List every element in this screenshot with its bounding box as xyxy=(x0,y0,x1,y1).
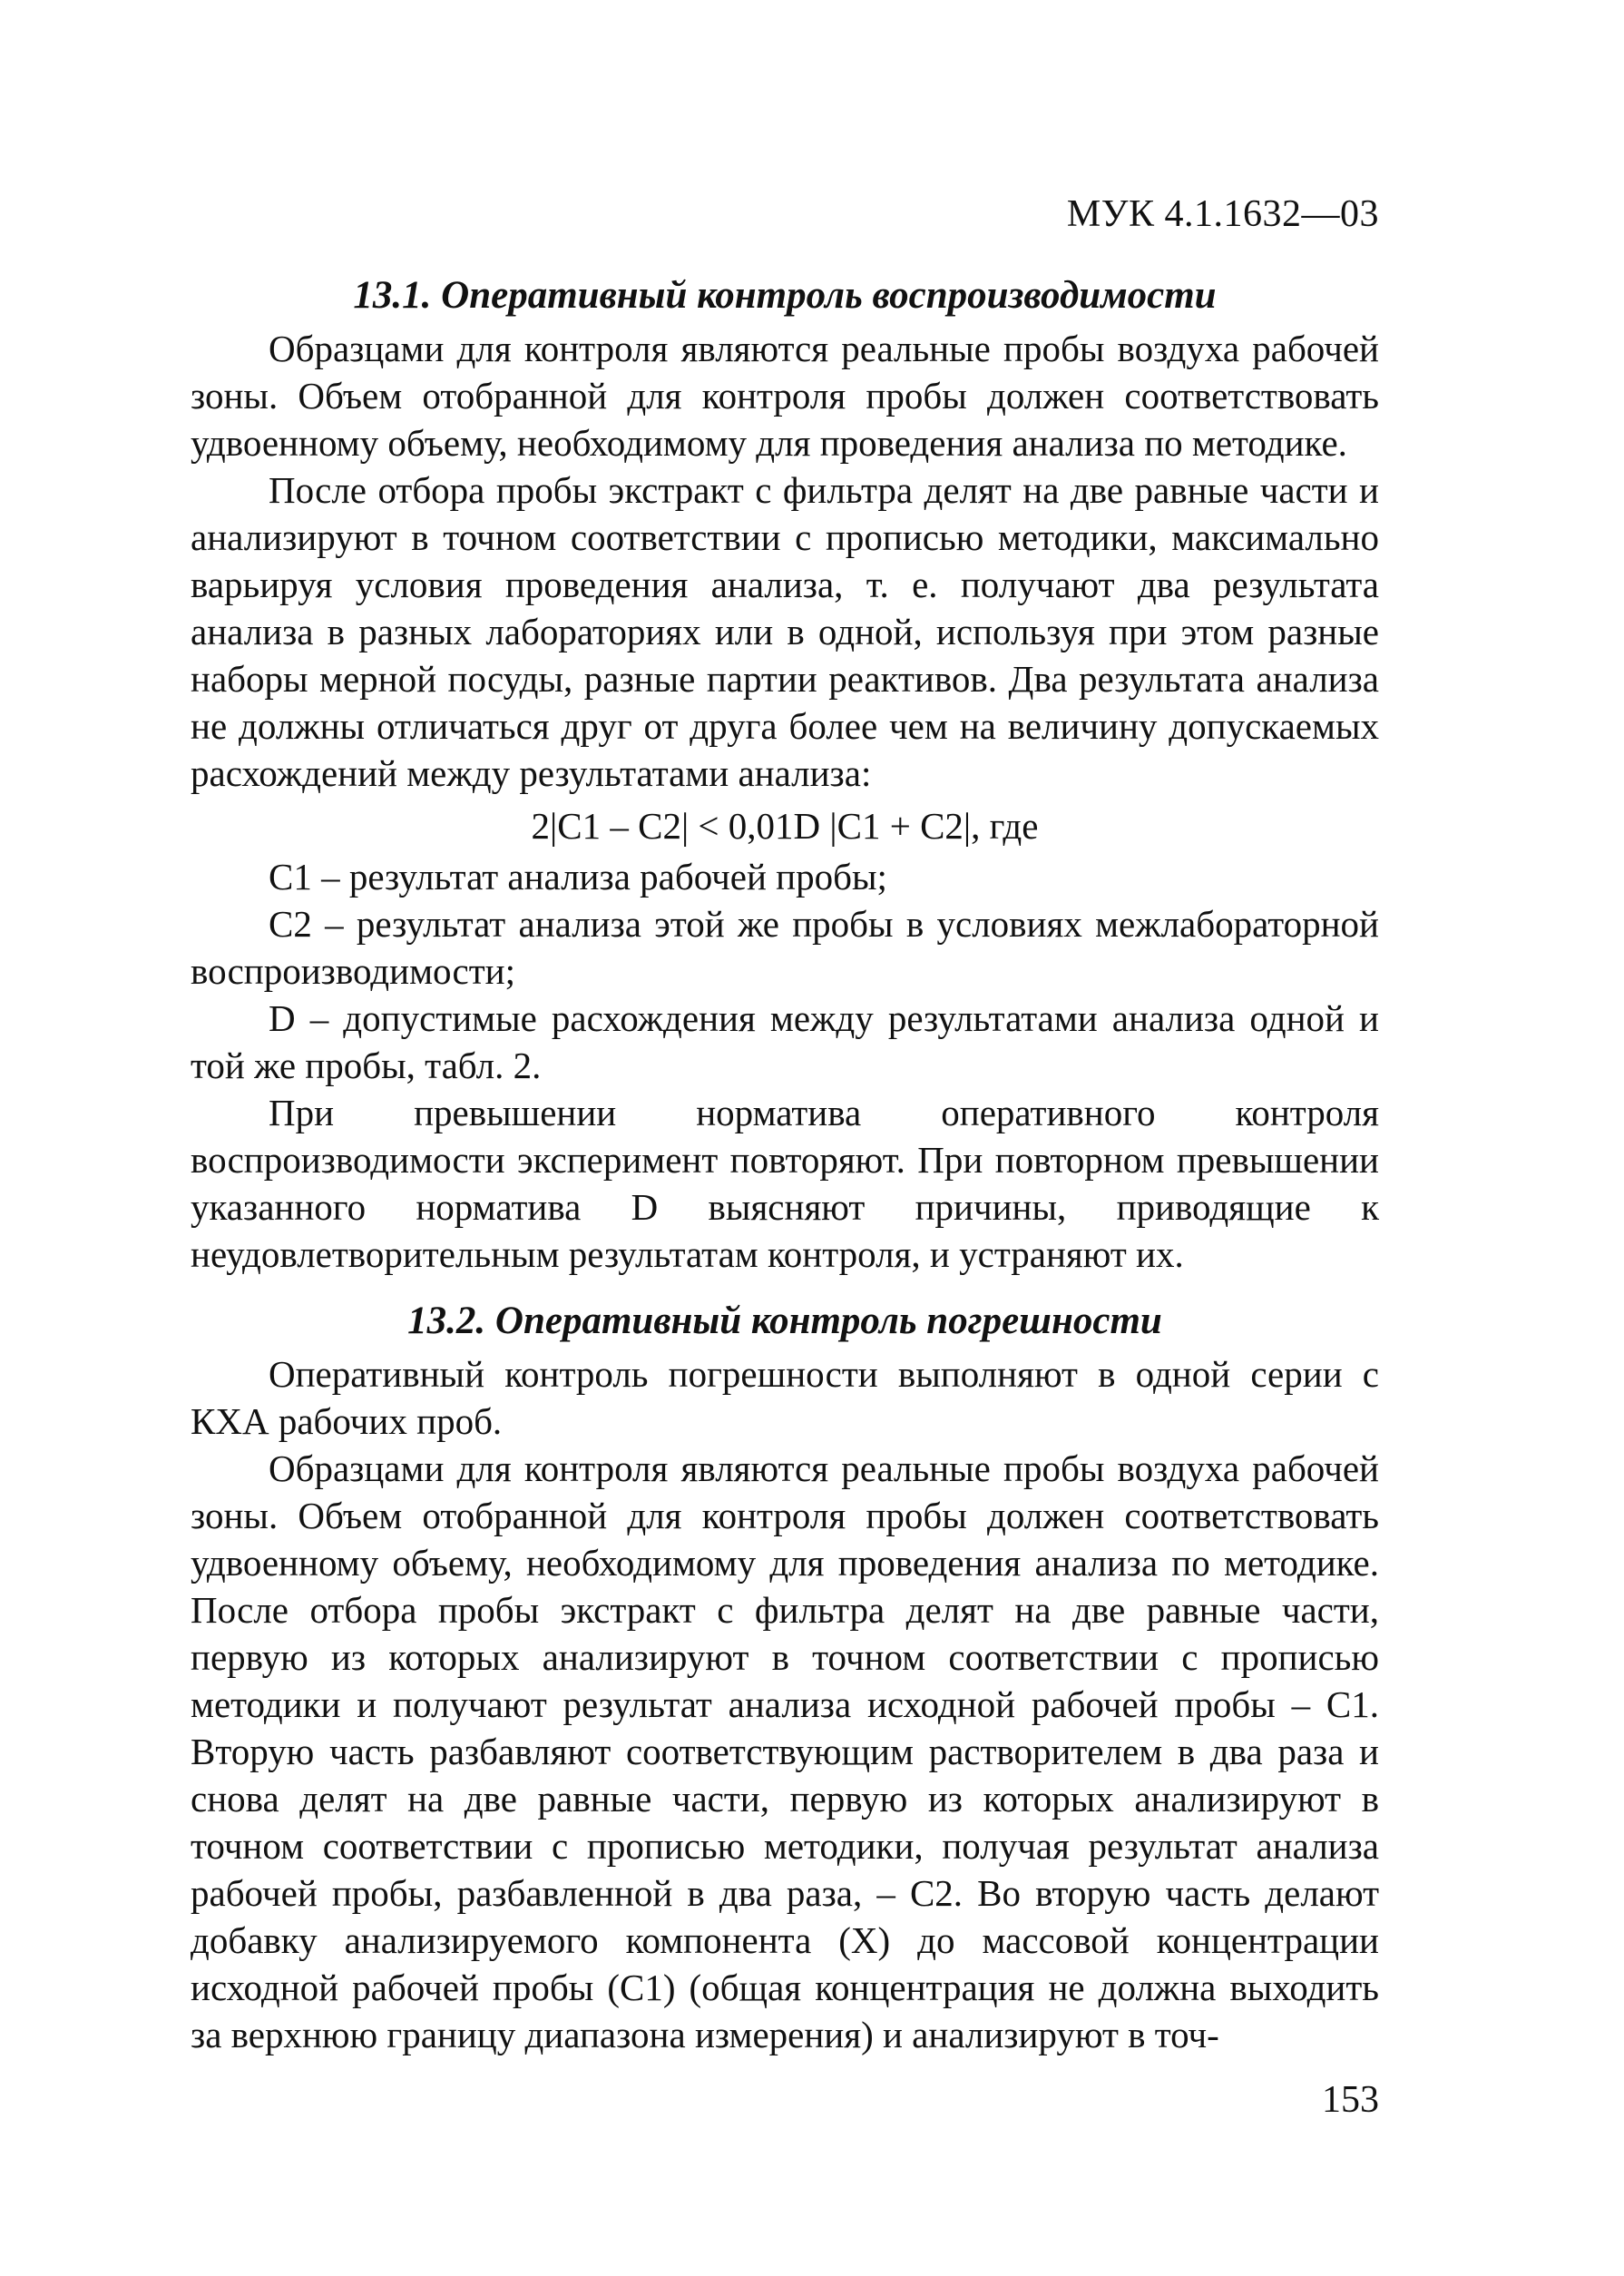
page-number: 153 xyxy=(1322,2079,1379,2121)
document-code: МУК 4.1.1632—03 xyxy=(1066,193,1379,235)
paragraph: После отбора пробы экстракт с фильтра делят на две равные части и анализируют в точном соответствии с прописью методики, максимально варьируя условия проведения анализа, т. е. получают два результата анализа в разных лабораториях или в одной, используя при этом разные наборы мерной посуды, разные партии реактивов. Два результата анализа не должны отличаться друг от друга более чем на величину допускаемых расхождений между результатами анализа: xyxy=(191,469,1379,794)
page-content xyxy=(191,272,1379,2058)
paragraph: Образцами для контроля являются реальные пробы воздуха рабочей зоны. Объем отобранной для контроля пробы должен соответствовать удвоенному объему, необходимому для проведения анализа по методике. После отбора пробы экстракт с фильтра делят на две равные части, первую из которых анализируют в точном соответствии с прописью методики и получают результат анализа исходной рабочей пробы – C1. Вторую часть разбавляют соответствующим растворителем в два раза и снова делят на две равные части, первую из которых анализируют в точном соответствии с прописью методики, получая результат анализа рабочей пробы, разбавленной в два раза, – C2. Во вторую часть делают добавку анализируемого компонента (X) до массовой концентрации исходной рабочей пробы (C1) (общая концентрация не должна выходить за верхнюю границу диапазона измерения) и анализируют в точ- xyxy=(191,1447,1379,2055)
definition-c1: C1 – результат анализа рабочей пробы; xyxy=(269,856,887,898)
section-heading-reproducibility: 13.1. Оперативный контроль воспроизводимости xyxy=(353,274,1217,317)
paragraph: Образцами для контроля являются реальные пробы воздуха рабочей зоны. Объем отобранной для контроля пробы должен соответствовать удвоенному объему, необходимому для проведения анализа по методике. xyxy=(191,328,1379,464)
definition-d: D – допустимые расхождения между результатами анализа одной и той же пробы, табл. 2. xyxy=(191,997,1379,1086)
definition-c2: C2 – результат анализа этой же пробы в условиях межлабораторной воспроизводимости; xyxy=(191,903,1379,992)
paragraph: Оперативный контроль погрешности выполняют в одной серии с КХА рабочих проб. xyxy=(191,1353,1379,1442)
paragraph: При превышении норматива оперативного контроля воспроизводимости эксперимент повторяют. При повторном превышении указанного норматива D выясняют причины, приводящие к неудовлетворительным результатам контроля, и устраняют их. xyxy=(191,1092,1379,1275)
formula: 2|C1 – C2| < 0,01D |C1 + C2|, где xyxy=(531,805,1039,847)
section-heading-error-control: 13.2. Оперативный контроль погрешности xyxy=(407,1300,1162,1342)
